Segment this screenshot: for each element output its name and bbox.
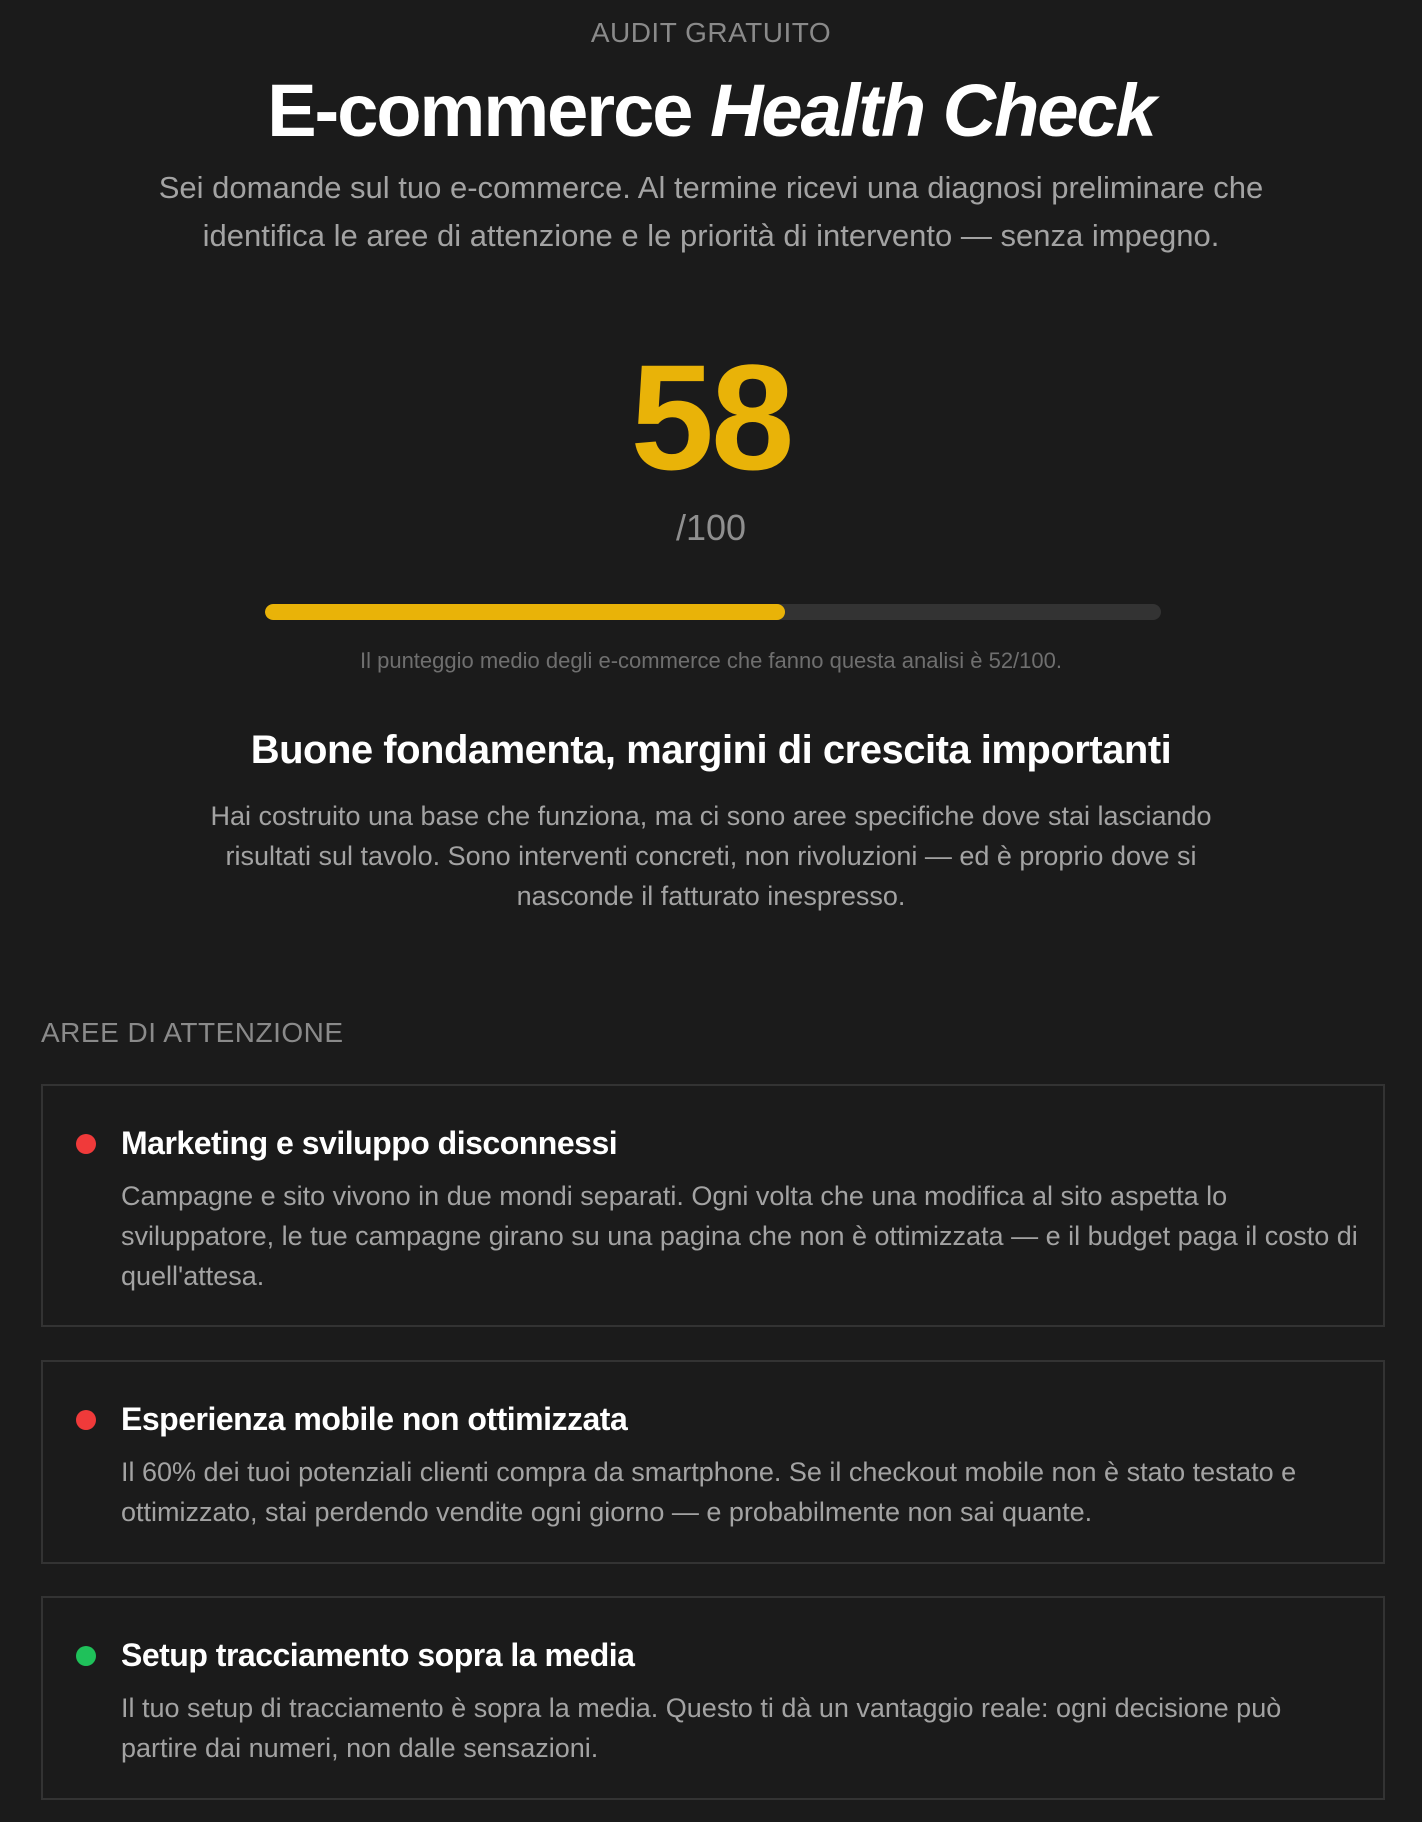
- attention-area-description: Il 60% dei tuoi potenziali clienti compra da smartphone. Se il checkout mobile non è stato testato e ottimizzato, stai perdendo vendite ogni giorno — e probabilmente non sai quante.: [121, 1457, 1297, 1527]
- status-dot-icon: [76, 1410, 96, 1430]
- score-max: /100: [675, 507, 747, 548]
- attention-area-card: [41, 1596, 1385, 1800]
- attention-area-card: [41, 1360, 1385, 1564]
- score-value: 58: [630, 333, 792, 501]
- status-dot-icon: [76, 1646, 96, 1666]
- attention-area-title: Esperienza mobile non ottimizzata: [121, 1401, 628, 1437]
- attention-area-description: Il tuo setup di tracciamento è sopra la media. Questo ti dà un vantaggio reale: ogni decisione può partire dai numeri, non dalle sensazioni.: [121, 1693, 1282, 1763]
- attention-area-card: [41, 1084, 1385, 1327]
- page-title: [0, 68, 1422, 154]
- verdict-title: Buone fondamenta, margini di crescita importanti: [250, 728, 1172, 772]
- page-title-italic: Health Check: [709, 69, 1155, 152]
- attention-areas-heading: AREE DI ATTENZIONE: [41, 1017, 344, 1048]
- verdict-description: Hai costruito una base che funziona, ma ci sono aree specifiche dove stai lasciando risultati sul tavolo. Sono interventi concreti, non rivoluzioni — ed è proprio dove si nasconde il fatturato inespresso.: [210, 801, 1212, 911]
- page-subtitle: Sei domande sul tuo e-commerce. Al termine ricevi una diagnosi preliminare che identifica le aree di attenzione e le priorità di intervento — senza impegno.: [158, 170, 1264, 253]
- average-score-note: Il punteggio medio degli e-commerce che fanno questa analisi è 52/100.: [359, 648, 1062, 673]
- score-progress-bar: [265, 604, 1161, 620]
- status-dot-icon: [76, 1134, 96, 1154]
- attention-area-title: Marketing e sviluppo disconnessi: [121, 1125, 618, 1161]
- eyebrow-label: AUDIT GRATUITO: [590, 17, 832, 48]
- attention-area-title: Setup tracciamento sopra la media: [121, 1637, 635, 1673]
- score-progress-fill: [265, 604, 785, 620]
- page-title-main: E-commerce: [267, 69, 692, 152]
- attention-area-description: Campagne e sito vivono in due mondi separati. Ogni volta che una modifica al sito aspetta lo sviluppatore, le tue campagne girano su una pagina che non è ottimizzata — e il budget paga il costo di quell'attesa.: [121, 1181, 1358, 1291]
